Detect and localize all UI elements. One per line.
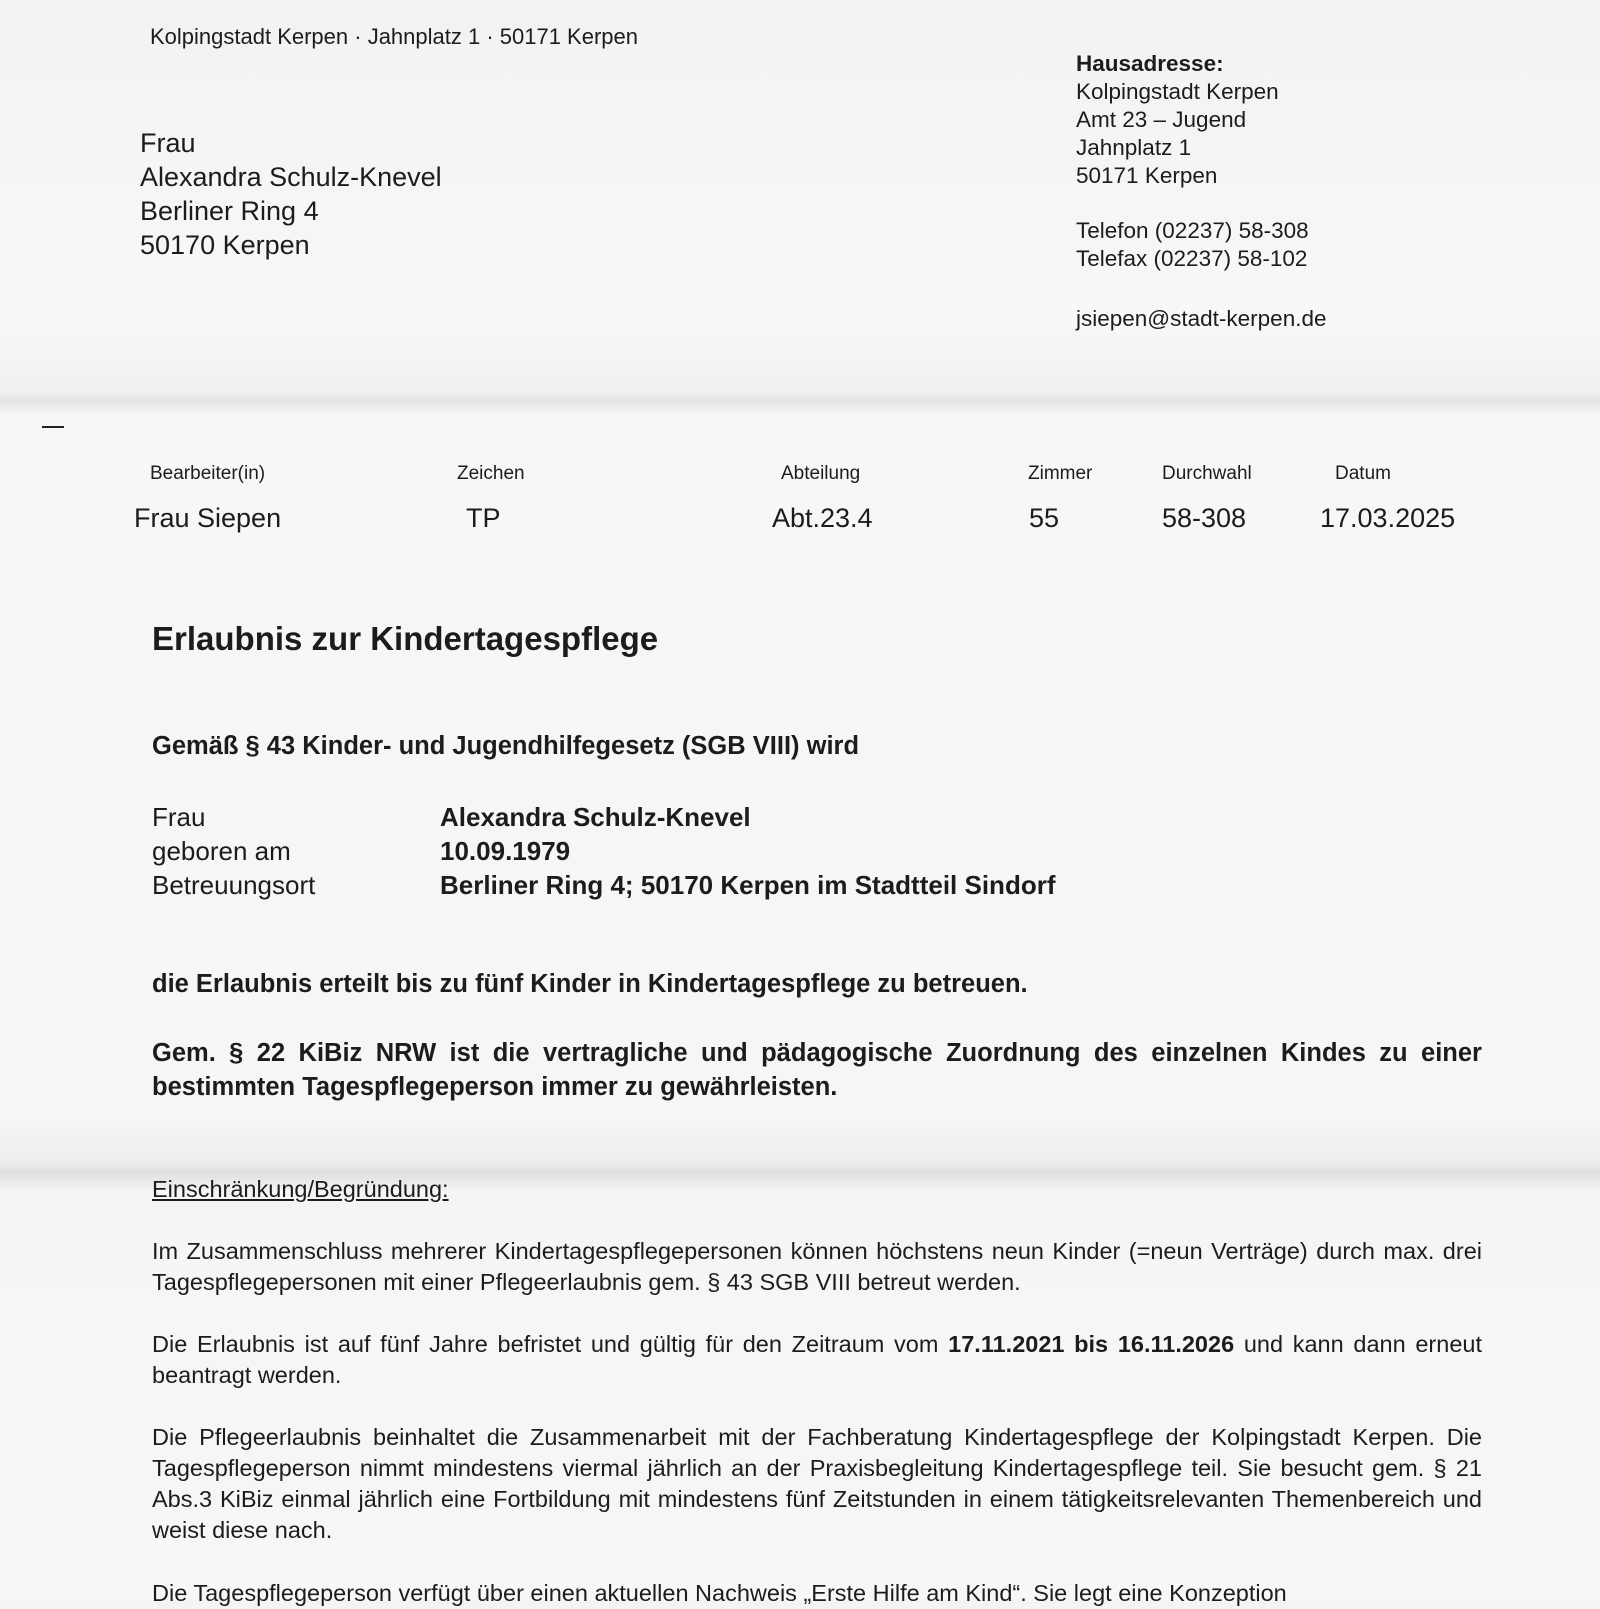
house-address-line2: Amt 23 – Jugend — [1076, 107, 1247, 132]
value-editor: Frau Siepen — [134, 503, 282, 533]
label-department: Abteilung — [781, 463, 861, 484]
document-title: Erlaubnis zur Kindertagespflege — [152, 620, 659, 657]
sender-address-line: Kolpingstadt Kerpen · Jahnplatz 1 · 50171 Kerpen — [150, 24, 638, 49]
validity-text-before: Die Erlaubnis ist auf fünf Jahre befristet und gültig für den Zeitraum vom — [152, 1331, 949, 1357]
label-extension: Durchwahl — [1162, 463, 1252, 484]
house-address-line1: Kolpingstadt Kerpen — [1076, 79, 1279, 104]
fold-mark — [42, 426, 64, 428]
house-address-title: Hausadresse: — [1076, 51, 1224, 76]
recipient-city: 50170 Kerpen — [140, 230, 310, 260]
house-address-line3: Jahnplatz 1 — [1076, 135, 1192, 160]
phone-number: Telefon (02237) 58-308 — [1076, 218, 1309, 243]
person-care-location: Berliner Ring 4; 50170 Kerpen im Stadtteil Sindorf — [440, 870, 1056, 900]
recipient-street: Berliner Ring 4 — [140, 196, 319, 226]
value-extension: 58-308 — [1162, 503, 1247, 533]
house-address-line4: 50171 Kerpen — [1076, 163, 1218, 188]
recipient-name: Alexandra Schulz-Knevel — [140, 162, 442, 192]
person-name: Alexandra Schulz-Knevel — [440, 802, 751, 832]
person-label-salutation: Frau — [152, 802, 206, 832]
restriction-paragraph-4: Die Tagespflegeperson verfügt über einen aktuellen Nachweis „Erste Hilfe am Kind“. Sie legt eine Konzeption — [152, 1580, 1287, 1606]
person-label-location: Betreuungsort — [152, 870, 316, 900]
permit-statement: die Erlaubnis erteilt bis zu fünf Kinder in Kindertagespflege zu betreuen. — [152, 970, 1028, 998]
email-address: jsiepen@stadt-kerpen.de — [1076, 306, 1327, 331]
fax-number: Telefax (02237) 58-102 — [1076, 246, 1308, 271]
restriction-paragraph-3: Die Pflegeerlaubnis beinhaltet die Zusammenarbeit mit der Fachberatung Kindertagespflege der Kolpingstadt Kerpen. Die Tagespflegeperson nimmt mindestens viermal jährlich an der Praxisbegleitung Kindertagespflege teil. Sie besucht gem. § 21 Abs.3 KiBiz einmal jährlich eine Fortbildung mit mindestens fünf Zeitstunden in einem tätigkeitsrelevanten Themenbereich und weist diese nach. — [152, 1424, 1482, 1543]
restriction-paragraph-1: Im Zusammenschluss mehrerer Kindertagespflegepersonen können höchstens neun Kinder (=neun Verträge) durch max. drei Tagespflegepersonen mit einer Pflegeerlaubnis gem. § 43 SGB VIII betreut werden. — [152, 1238, 1482, 1295]
kibiz-statement: Gem. § 22 KiBiz NRW ist die vertragliche und pädagogische Zuordnung des einzelnen Kindes zu einer bestimmten Tagespflegeperson immer zu gewährleisten. — [152, 1039, 1482, 1101]
label-room: Zimmer — [1028, 463, 1093, 484]
label-editor: Bearbeiter(in) — [150, 463, 266, 484]
restriction-paragraph-2 — [152, 1329, 1482, 1391]
label-reference: Zeichen — [457, 463, 525, 484]
value-department: Abt.23.4 — [772, 503, 873, 533]
person-labels — [152, 800, 315, 902]
validity-period: 17.11.2021 bis 16.11.2026 — [948, 1331, 1235, 1357]
legal-intro: Gemäß § 43 Kinder- und Jugendhilfegesetz (SGB VIII) wird — [152, 732, 860, 760]
recipient-address — [140, 126, 442, 262]
person-values — [440, 800, 1055, 902]
restriction-heading: Einschränkung/Begründung: — [152, 1176, 449, 1202]
label-date: Datum — [1335, 463, 1391, 484]
person-label-born: geboren am — [152, 836, 291, 866]
value-room: 55 — [1029, 503, 1060, 533]
validity-text-after: und kann dann erneut beantragt werden. — [152, 1331, 1483, 1388]
recipient-salutation: Frau — [140, 128, 196, 158]
person-birthdate: 10.09.1979 — [440, 836, 571, 866]
value-reference: TP — [466, 503, 501, 533]
house-address-block — [1076, 50, 1327, 333]
value-date: 17.03.2025 — [1320, 503, 1456, 533]
